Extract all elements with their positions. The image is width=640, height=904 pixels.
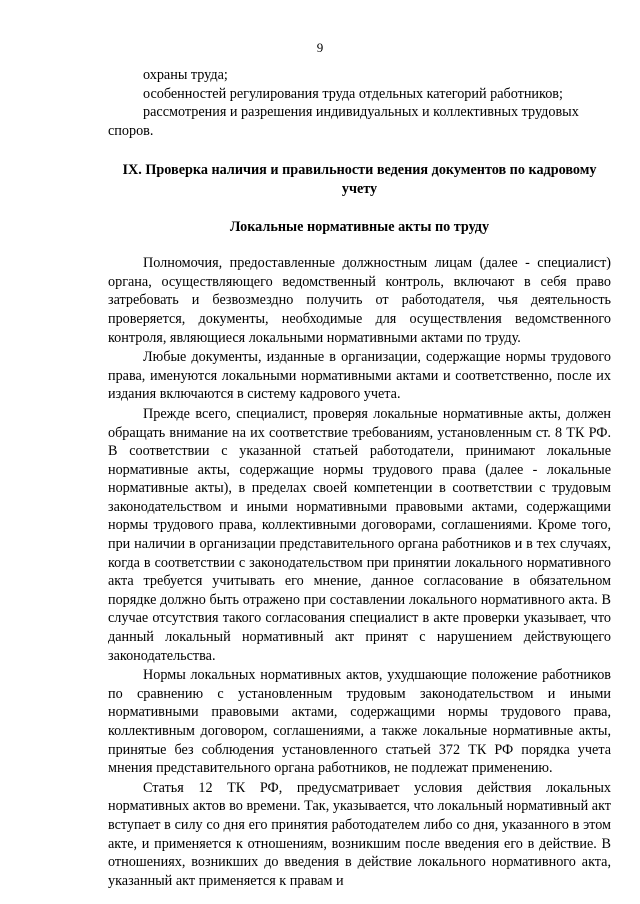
- paragraph: Нормы локальных нормативных актов, ухудшающие положение работников по сравнению с установленным трудовым законодательством и иными нормативными правовыми актами, содержащими нормы трудового права, коллективным договором, соглашениями, а также локальные нормативные акты, принятые без соблюдения установленного статьей 372 ТК РФ порядка учета мнения представительного органа работников, не подлежат применению.: [108, 667, 611, 777]
- page-number: 9: [316, 40, 324, 55]
- paragraph: Прежде всего, специалист, проверяя локальные нормативные акты, должен обращать внимание на их соответствие требованиям, установленным ст. 8 ТК РФ. В соответствии с указанной статьей работодатели, принимают локальные нормативные акты, содержащие нормы трудового права (далее - локальные нормативные акты), в пределах своей компетенции в соответствии с трудовым законодательством и иными нормативными правовыми актами, содержащими нормы трудового права, коллективными договорами, соглашениями. Кроме того, при наличии в организации представительного органа работников и в тех случаях, когда в соответствии с законодательством при принятии локального нормативного акта требуется учитывать его мнение, данное согласование в обязательном порядке должно быть отражено при составлении локального нормативного акта. В случае отсутствия такого согласования специалист в акте проверки указывает, что данный локальный нормативный акт принят с нарушением действующего законодательства.: [108, 405, 611, 664]
- paragraph: Статья 12 ТК РФ, предусматривает условия действия локальных нормативных актов во времени. Так, указывается, что локальный нормативный акт вступает в силу со дня его принятия работодателем либо со дня, указанного в этом акте, и применяется к отношениям, возникшим после введения его в действие. В отношениях, возникших до введения в действие локального нормативного акта, указанный акт применяется к правам и: [108, 779, 611, 889]
- list-item: особенностей регулирования труда отдельных категорий работников;: [143, 85, 563, 102]
- list-item: рассмотрения и разрешения индивидуальных и коллективных трудовых споров.: [108, 104, 579, 139]
- paragraph: Любые документы, изданные в организации, содержащие нормы трудового права, именуются локальными нормативными актами и соответственно, после их издания включаются в систему кадрового учета.: [108, 349, 611, 403]
- subsection-title: Локальные нормативные акты по труду: [229, 218, 490, 235]
- document-body: [108, 66, 611, 890]
- list-item: охраны труда;: [143, 67, 228, 83]
- section-title: IX. Проверка наличия и правильности ведения документов по кадровому учету: [122, 162, 597, 197]
- paragraph: Полномочия, предоставленные должностным лицам (далее - специалист) органа, осуществляющего ведомственный контроль, включают в себя право затребовать и безвозмездно получить от работодателя, чья деятельность проверяется, документы, необходимые для осуществления ведомственного контроля, являющиеся локальными нормативными актами по труду.: [108, 255, 611, 346]
